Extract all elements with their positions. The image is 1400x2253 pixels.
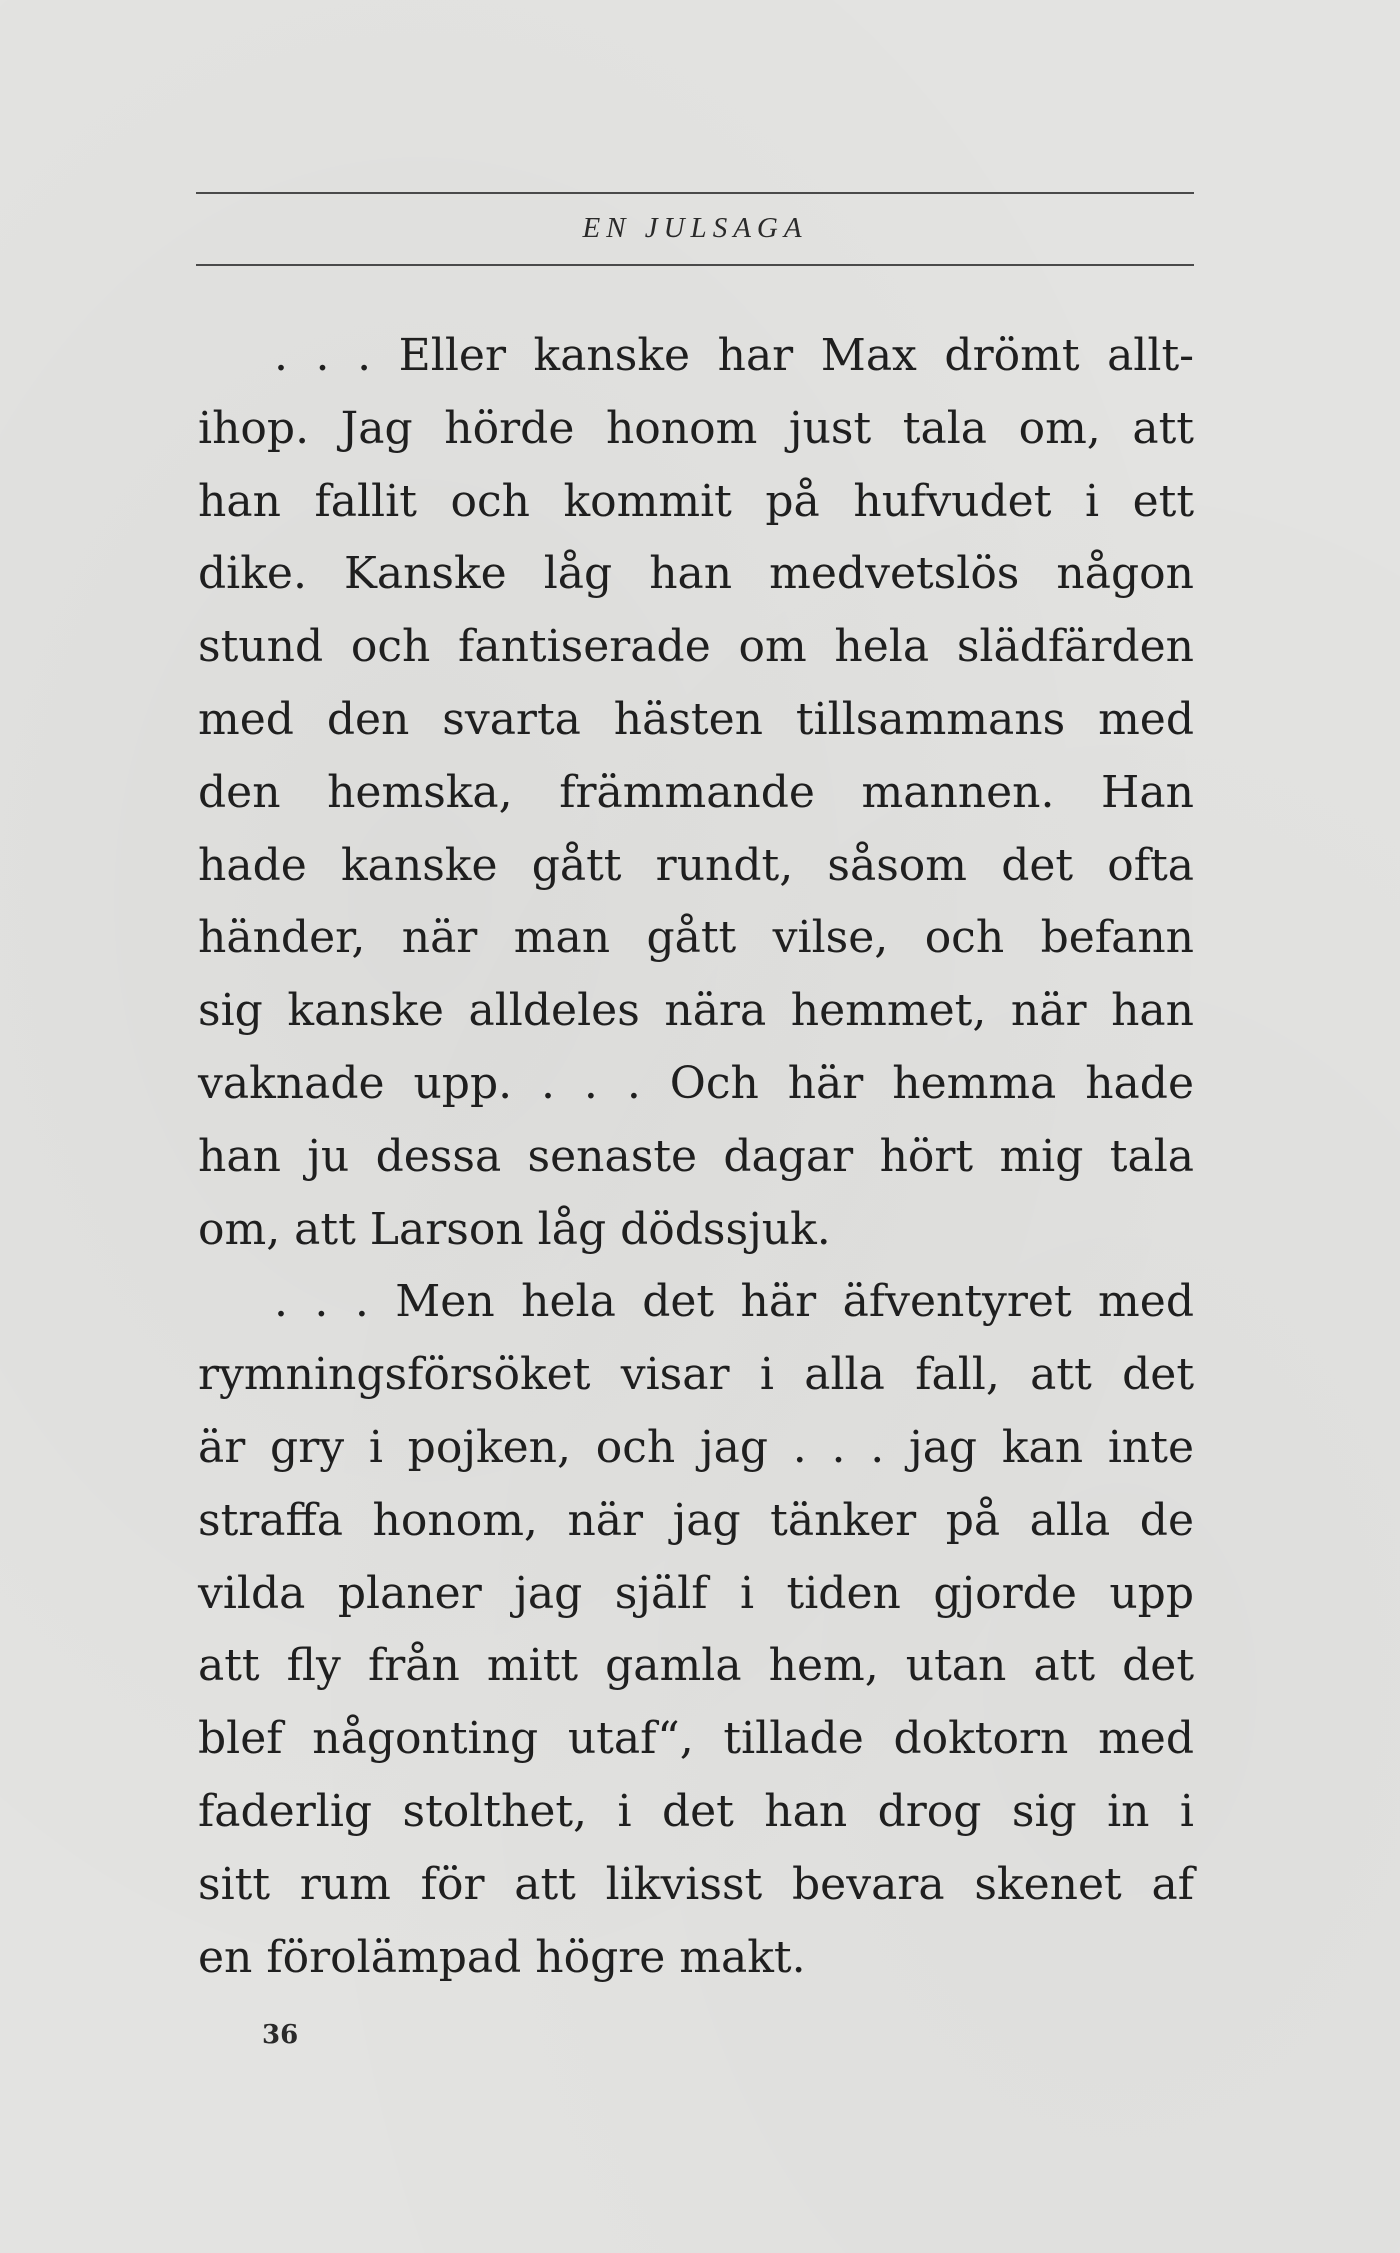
text-line: ihop. Jag hörde honom just tala om, att xyxy=(198,402,1194,454)
text-line: sig kanske alldeles nära hemmet, när han xyxy=(198,985,1194,1037)
text-line: faderlig stolthet, i det han drog sig in i xyxy=(198,1785,1194,1837)
text-line: är gry i pojken, och jag . . . jag kan inte xyxy=(198,1421,1194,1473)
text-line: den hemska, främmande mannen. Han xyxy=(198,766,1194,818)
text-line: . . . Men hela det här äfventyret med xyxy=(274,1276,1194,1328)
text-line: vaknade upp. . . . Och här hemma hade xyxy=(198,1057,1194,1109)
text-line: med den svarta hästen tillsammans med xyxy=(198,693,1194,745)
text-line: han fallit och kommit på hufvudet i ett xyxy=(198,475,1194,527)
running-head: EN JULSAGA xyxy=(582,212,808,244)
text-line: en förolämpad högre makt. xyxy=(198,1931,806,1983)
text-line: vilda planer jag själf i tiden gjorde upp xyxy=(198,1567,1194,1619)
text-line: dike. Kanske låg han medvetslös någon xyxy=(198,548,1194,600)
text-line: om, att Larson låg dödssjuk. xyxy=(198,1203,831,1255)
text-line: att fly från mitt gamla hem, utan att det xyxy=(198,1640,1194,1692)
text-line: han ju dessa senaste dagar hört mig tala xyxy=(198,1130,1194,1182)
text-line: . . . Eller kanske har Max drömt allt- xyxy=(274,330,1194,381)
text-line: blef någonting utaf“, tillade doktorn med xyxy=(198,1713,1194,1765)
text-line: rymningsförsöket visar i alla fall, att det xyxy=(198,1349,1194,1401)
text-line: händer, när man gått vilse, och befann xyxy=(198,912,1194,964)
header-rule-top xyxy=(196,192,1194,194)
text-line: hade kanske gått rundt, såsom det ofta xyxy=(198,839,1194,891)
text-line: sitt rum för att likvisst bevara skenet af xyxy=(198,1858,1194,1910)
text-line: stund och fantiserade om hela slädfärden xyxy=(198,621,1194,673)
body-text xyxy=(198,320,1194,1994)
text-line: straffa honom, när jag tänker på alla de xyxy=(198,1494,1194,1546)
page-number: 36 xyxy=(262,2020,299,2050)
header-rule-bottom xyxy=(196,264,1194,266)
